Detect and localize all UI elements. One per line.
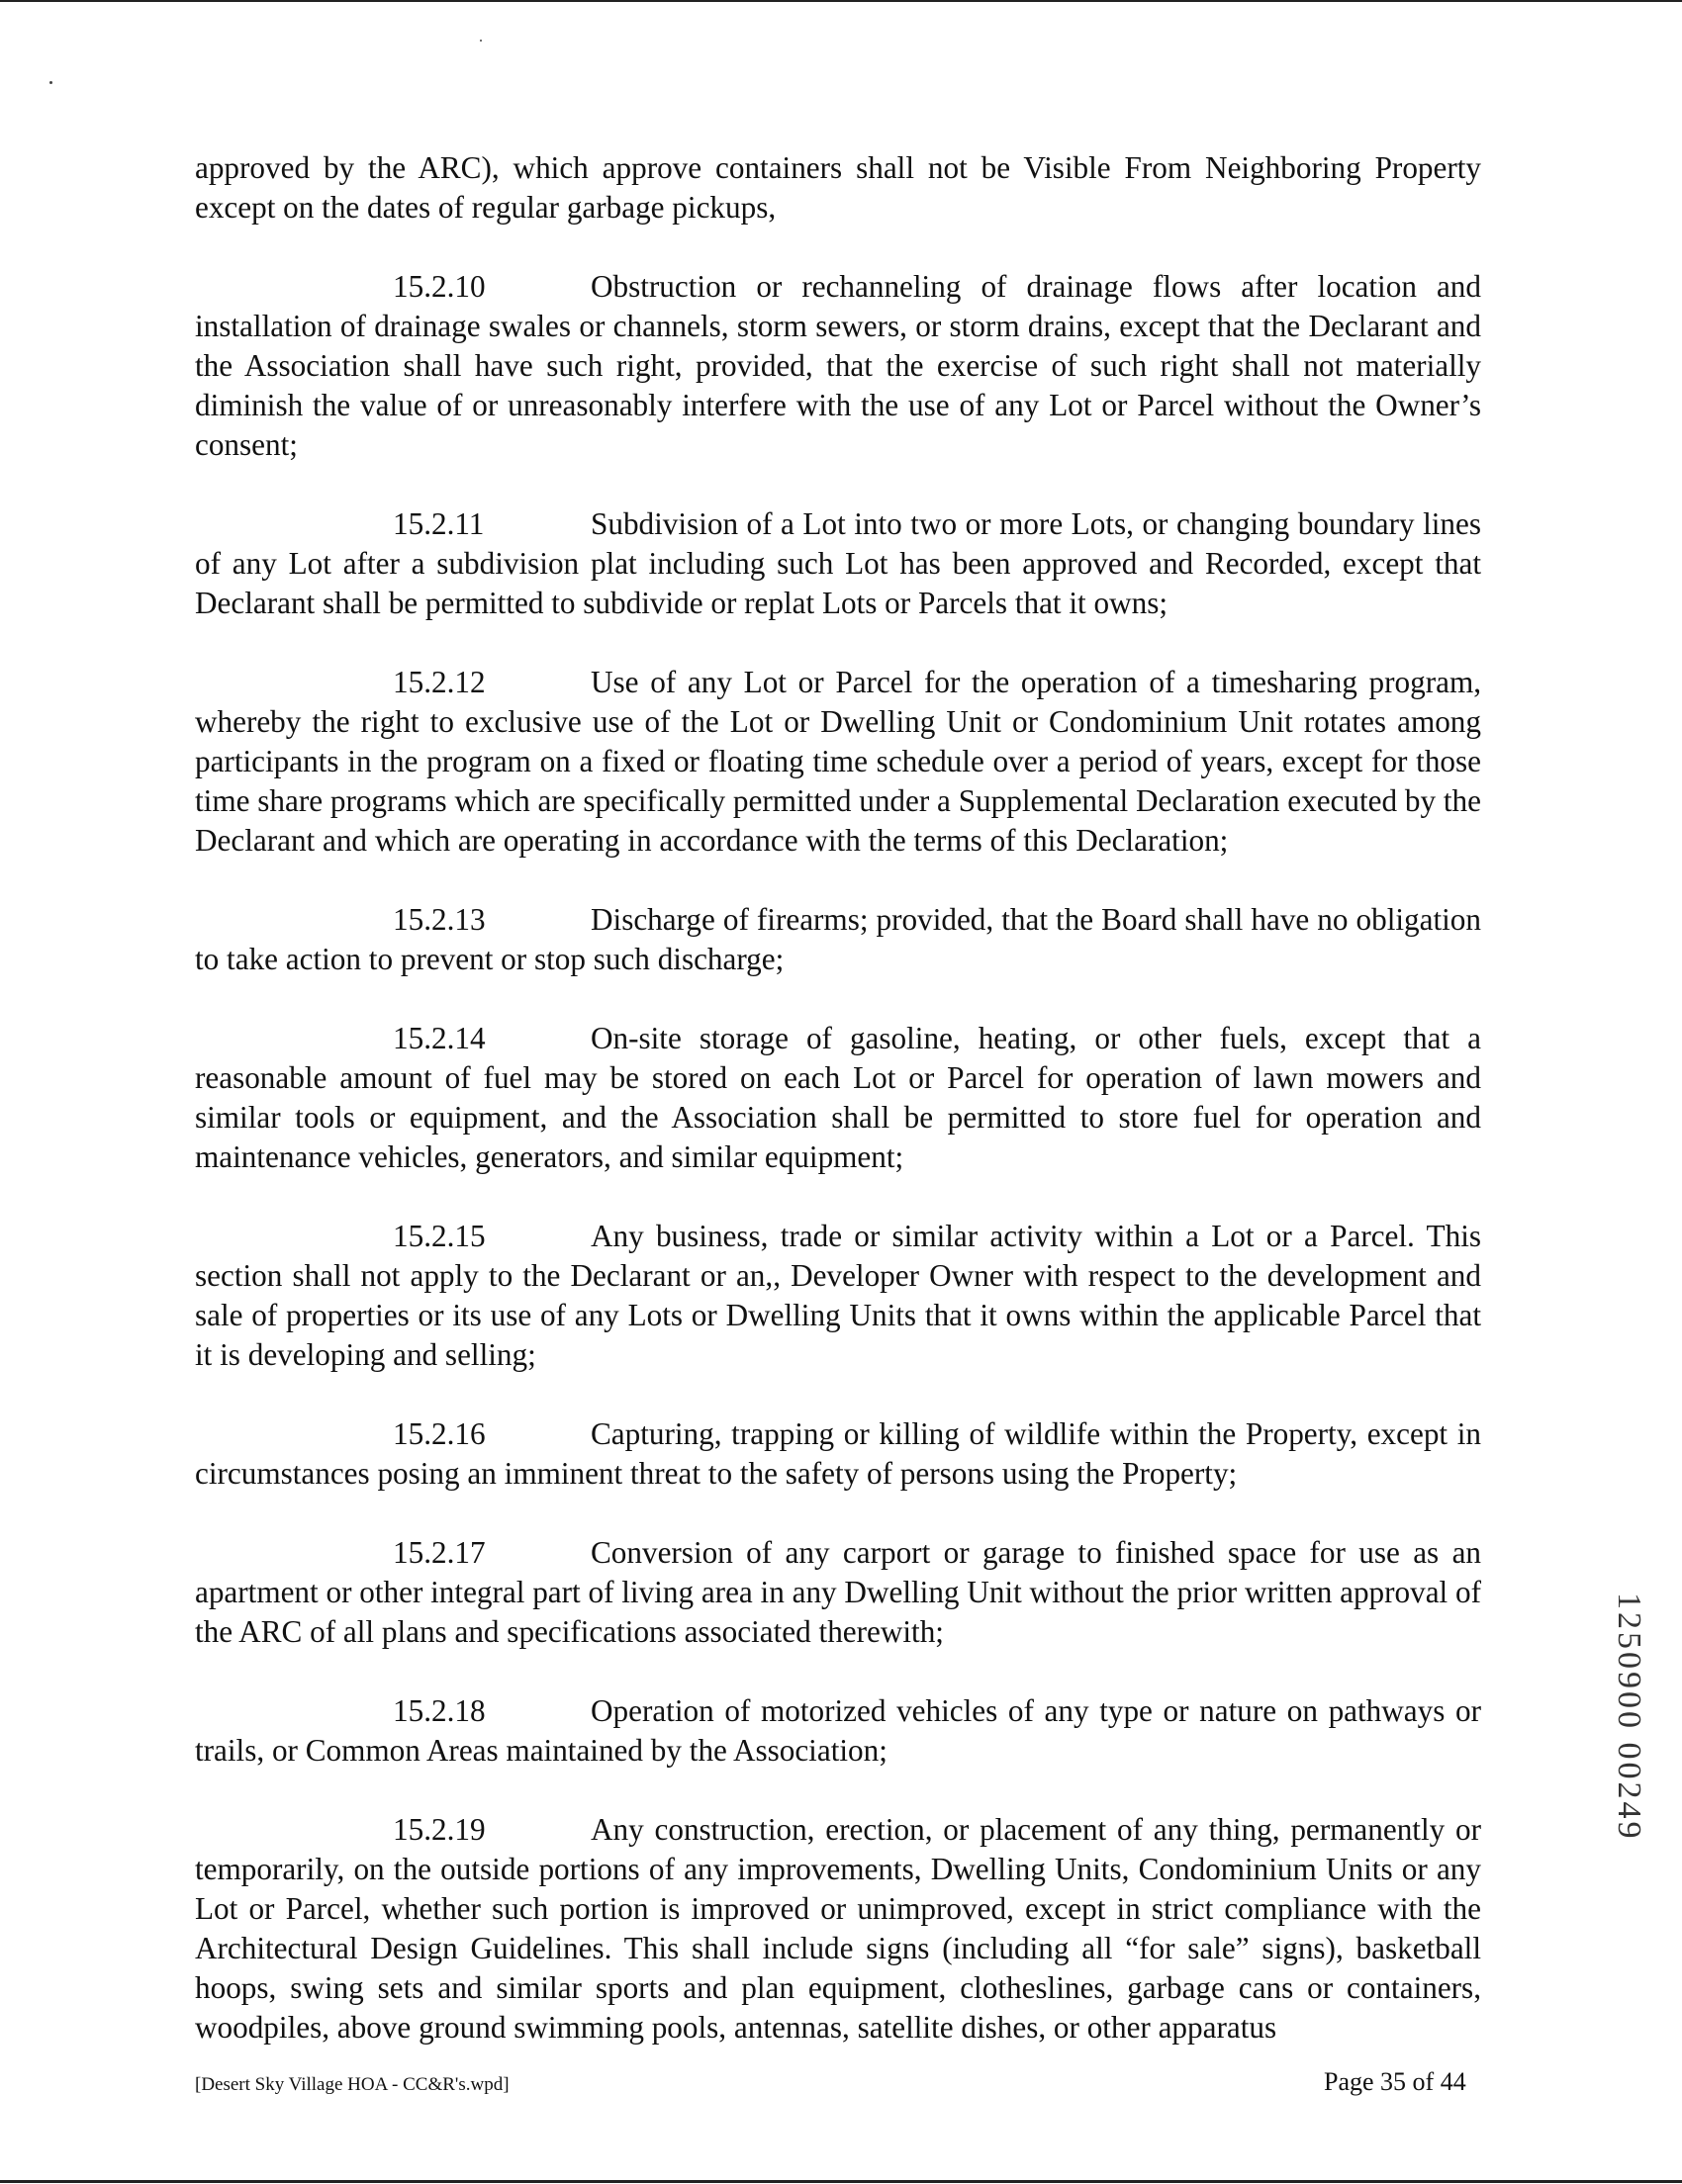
footer-file-label: [Desert Sky Village HOA - CC&R's.wpd] bbox=[195, 2074, 510, 2095]
section-text: Conversion of any carport or garage to finished space for use as an apartment or other integral part of living area in any Dwelling Unit without the prior written approval of the ARC of all plans and specifications associated therewith; bbox=[195, 1535, 1481, 1649]
section-number: 15.2.15 bbox=[393, 1219, 486, 1253]
recording-stamp bbox=[1588, 1592, 1667, 1889]
section-15-2-18 bbox=[195, 1691, 1481, 1771]
section-text: Any business, trade or similar activity within a Lot or a Parcel. This section shall not apply to the Declarant or an,, Developer Owner with respect to the development and sale of properties or its use of any Lots or Dwelling Units that it owns within the applicable Parcel that it is developing and selling; bbox=[195, 1219, 1481, 1372]
section-number: 15.2.19 bbox=[393, 1812, 486, 1847]
section-text: Operation of motorized vehicles of any type or nature on pathways or trails, or Common Areas maintained by the Association; bbox=[195, 1693, 1481, 1768]
section-text: Obstruction or rechanneling of drainage flows after location and installation of drainage swales or channels, storm sewers, or storm drains, except that the Declarant and the Association shall have such right, provided, that the exercise of such right shall not materially diminish the value of or unreasonably interfere with the use of any Lot or Parcel without the Owner’s consent; bbox=[195, 269, 1481, 462]
section-15-2-16 bbox=[195, 1414, 1481, 1494]
section-15-2-11 bbox=[195, 504, 1481, 623]
section-15-2-19 bbox=[195, 1810, 1481, 2048]
section-15-2-12 bbox=[195, 663, 1481, 861]
scan-speck bbox=[480, 40, 482, 42]
section-15-2-15 bbox=[195, 1217, 1481, 1375]
paragraph-text: approved by the ARC), which approve containers shall not be Visible From Neighboring Property except on the dates of regular garbage pickups, bbox=[195, 150, 1481, 225]
footer-page-number: Page 35 of 44 bbox=[1324, 2067, 1466, 2096]
section-text: Capturing, trapping or killing of wildlife within the Property, except in circumstances posing an imminent threat to the safety of persons using the Property; bbox=[195, 1416, 1481, 1491]
section-text: Any construction, erection, or placement of any thing, permanently or temporarily, on the outside portions of any improvements, Dwelling Units, Condominium Units or any Lot or Parcel, whether such portion is improved or unimproved, except in strict compliance with the Architectural Design Guidelines. This shall include signs (including all “for sale” signs), basketball hoops, swing sets and similar sports and plan equipment, clotheslines, garbage cans or containers, woodpiles, above ground swimming pools, antennas, satellite dishes, or other apparatus bbox=[195, 1812, 1481, 2045]
section-number: 15.2.17 bbox=[393, 1535, 486, 1570]
recording-stamp-text: 1250900 00249 bbox=[1611, 1592, 1647, 1842]
section-text: Use of any Lot or Parcel for the operation of a timesharing program, whereby the right to exclusive use of the Lot or Dwelling Unit or Condominium Unit rotates among participants in the program on a fixed or floating time schedule over a period of years, except for those time share programs which are specifically permitted under a Supplemental Declaration executed by the Declarant and which are operating in accordance with the terms of this Declaration; bbox=[195, 665, 1481, 858]
section-text: On-site storage of gasoline, heating, or other fuels, except that a reasonable amount of fuel may be stored on each Lot or Parcel for operation of lawn mowers and similar tools or equipment, and the Association shall be permitted to store fuel for operation and maintenance vehicles, generators, and similar equipment; bbox=[195, 1021, 1481, 1174]
document-body bbox=[195, 148, 1481, 2048]
section-number: 15.2.10 bbox=[393, 269, 486, 304]
section-number: 15.2.14 bbox=[393, 1021, 486, 1055]
section-number: 15.2.12 bbox=[393, 665, 486, 699]
section-text: Discharge of firearms; provided, that the Board shall have no obligation to take action to prevent or stop such discharge; bbox=[195, 902, 1481, 976]
section-text: Subdivision of a Lot into two or more Lots, or changing boundary lines of any Lot after a subdivision plat including such Lot has been approved and Recorded, except that Declarant shall be permitted to subdivide or replat Lots or Parcels that it owns; bbox=[195, 506, 1481, 620]
section-15-2-10 bbox=[195, 267, 1481, 465]
paragraph-continuation bbox=[195, 148, 1481, 228]
section-number: 15.2.11 bbox=[393, 506, 485, 541]
section-15-2-14 bbox=[195, 1019, 1481, 1177]
section-15-2-17 bbox=[195, 1533, 1481, 1652]
section-15-2-13 bbox=[195, 900, 1481, 979]
section-number: 15.2.13 bbox=[393, 902, 486, 937]
top-border-line bbox=[0, 0, 1682, 2]
bottom-border-line bbox=[0, 2180, 1682, 2183]
section-number: 15.2.16 bbox=[393, 1416, 486, 1451]
scan-speck bbox=[49, 81, 52, 84]
section-number: 15.2.18 bbox=[393, 1693, 486, 1728]
